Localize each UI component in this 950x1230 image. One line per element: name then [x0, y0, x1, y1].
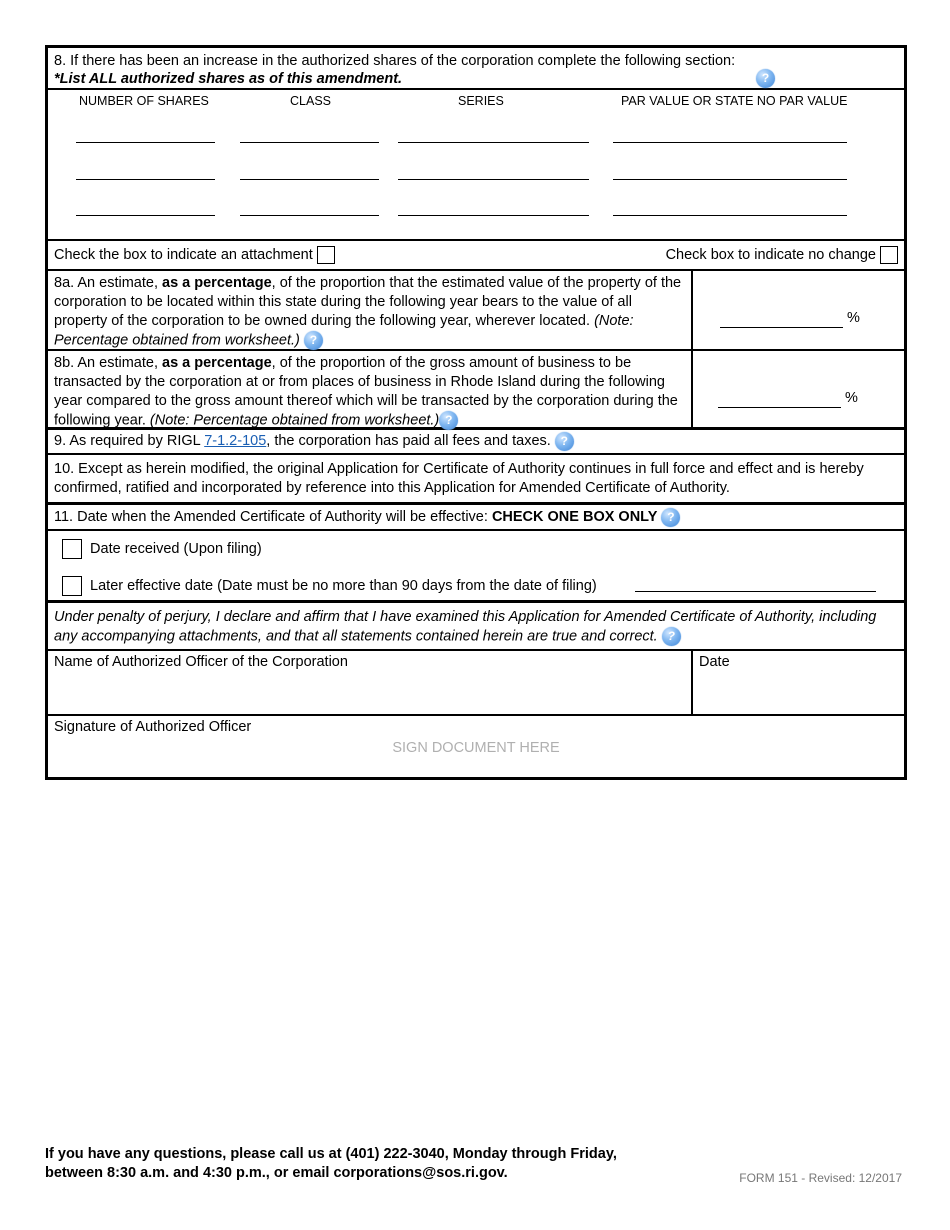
help-icon[interactable]: ?: [304, 331, 323, 350]
signature-placeholder: SIGN DOCUMENT HERE: [392, 740, 560, 756]
contact-line-2: between 8:30 a.m. and 4:30 p.m., or email corporations@sos.ri.gov.: [45, 1165, 508, 1181]
date-received-checkbox[interactable]: [62, 539, 82, 559]
amendment-form: [45, 45, 907, 780]
option-date-received: [62, 539, 262, 559]
section-8a-prefix: 8a. An estimate,: [54, 275, 163, 291]
column-header-series: SERIES: [458, 94, 504, 108]
help-icon[interactable]: ?: [661, 508, 680, 527]
shares-number-field-2[interactable]: [76, 179, 215, 180]
attachment-label: Check the box to indicate an attachment: [54, 247, 313, 263]
shares-series-field-3[interactable]: [398, 215, 589, 216]
section-8a-note: (Note: Percentage obtained from worksheet.): [54, 313, 634, 349]
perjury-statement: [48, 603, 904, 651]
date-field[interactable]: [693, 651, 904, 714]
section-8b-prefix: 8b. An estimate,: [54, 355, 163, 371]
later-date-label: Later effective date (Date must be no more than 90 days from the date of filing): [90, 578, 597, 594]
rigl-link[interactable]: 7-1.2-105: [204, 433, 267, 449]
help-icon[interactable]: ?: [756, 69, 775, 88]
officer-name-label: Name of Authorized Officer of the Corporation: [54, 654, 348, 670]
officer-name-field[interactable]: [48, 651, 693, 714]
attachment-row: [48, 241, 904, 271]
signature-field[interactable]: [48, 716, 904, 777]
section-11-text: 11. Date when the Amended Certificate of Authority will be effective:: [54, 509, 492, 525]
percentage-field-8b[interactable]: [718, 407, 841, 408]
section-8b-note: (Note: Percentage obtained from worksheet.): [149, 412, 440, 429]
later-date-field[interactable]: [635, 591, 876, 592]
section-9: [48, 430, 904, 455]
percent-sign-8b: %: [845, 390, 858, 406]
help-icon[interactable]: ?: [555, 432, 574, 451]
section-9-suffix: , the corporation has paid all fees and taxes.: [266, 433, 551, 449]
form-revision: FORM 151 - Revised: 12/2017: [739, 1171, 902, 1185]
option-later-date: [62, 576, 597, 596]
no-change-label: Check box to indicate no change: [665, 247, 876, 263]
percentage-field-8a[interactable]: [720, 327, 843, 328]
section-8a-body: , of the proportion that the estimated value of the property of the corporation to be located within this state during the following year bears to the value of all property of the corporation to be owned during the following year, wherever located.: [54, 275, 682, 329]
shares-par-value-field-2[interactable]: [613, 179, 847, 180]
attachment-option: [54, 241, 335, 269]
no-change-option: [666, 241, 898, 269]
section-8-title: 8. If there has been an increase in the authorized shares of the corporation complete the following section:: [54, 53, 736, 69]
section-8b: [48, 351, 904, 430]
section-10: 10. Except as herein modified, the original Application for Certificate of Authority continues in full force and effect and is hereby confirmed, ratified and incorporated by reference into this Application for Amended Certificate of Authority.: [48, 455, 904, 505]
section-8a-bold: as a percentage: [162, 275, 272, 291]
section-11-header: [48, 505, 904, 531]
section-8b-bold: as a percentage: [162, 355, 272, 371]
column-header-number-of-shares: NUMBER OF SHARES: [79, 94, 209, 108]
shares-table: [48, 90, 904, 241]
help-icon[interactable]: ?: [439, 411, 458, 430]
effective-date-options: [48, 531, 904, 603]
date-received-label: Date received (Upon filing): [90, 541, 262, 557]
column-header-class: CLASS: [290, 94, 331, 108]
later-date-checkbox[interactable]: [62, 576, 82, 596]
section-8a-value-cell: [693, 271, 904, 349]
section-9-prefix: 9. As required by RIGL: [54, 433, 205, 449]
officer-row: [48, 651, 904, 716]
help-icon[interactable]: ?: [662, 627, 681, 646]
attachment-checkbox[interactable]: [317, 246, 335, 264]
section-8b-value-cell: [693, 351, 904, 427]
section-11-bold: CHECK ONE BOX ONLY: [491, 509, 658, 525]
section-8-header: [48, 48, 904, 90]
shares-series-field-2[interactable]: [398, 179, 589, 180]
section-8-subtitle: *List ALL authorized shares as of this amendment.: [54, 71, 403, 87]
shares-class-field-3[interactable]: [240, 215, 379, 216]
shares-class-field-1[interactable]: [240, 142, 379, 143]
signature-label: Signature of Authorized Officer: [54, 719, 252, 735]
shares-class-field-2[interactable]: [240, 179, 379, 180]
column-header-par-value: PAR VALUE OR STATE NO PAR VALUE: [621, 94, 848, 108]
section-8b-text: [48, 351, 693, 427]
date-label: Date: [699, 654, 730, 670]
shares-series-field-1[interactable]: [398, 142, 589, 143]
section-8a-text: [48, 271, 693, 349]
percent-sign-8a: %: [847, 310, 860, 326]
section-8b-body: , of the proportion of the gross amount of business to be transacted by the corporation at or from places of business in Rhode Island during the following year compared to the gross amount thereof which will be transacted by the corporation during the following year.: [54, 355, 678, 429]
contact-line-1: If you have any questions, please call us at (401) 222-3040, Monday through Friday,: [45, 1146, 617, 1162]
no-change-checkbox[interactable]: [880, 246, 898, 264]
shares-number-field-1[interactable]: [76, 142, 215, 143]
section-8a: [48, 271, 904, 351]
perjury-text: Under penalty of perjury, I declare and affirm that I have examined this Application for Amended Certificate of Authority, including any accompanying attachments, and that all statements contained herein are true and correct.: [54, 609, 877, 645]
shares-par-value-field-1[interactable]: [613, 142, 847, 143]
contact-info: [45, 1145, 617, 1183]
shares-par-value-field-3[interactable]: [613, 215, 847, 216]
shares-number-field-3[interactable]: [76, 215, 215, 216]
